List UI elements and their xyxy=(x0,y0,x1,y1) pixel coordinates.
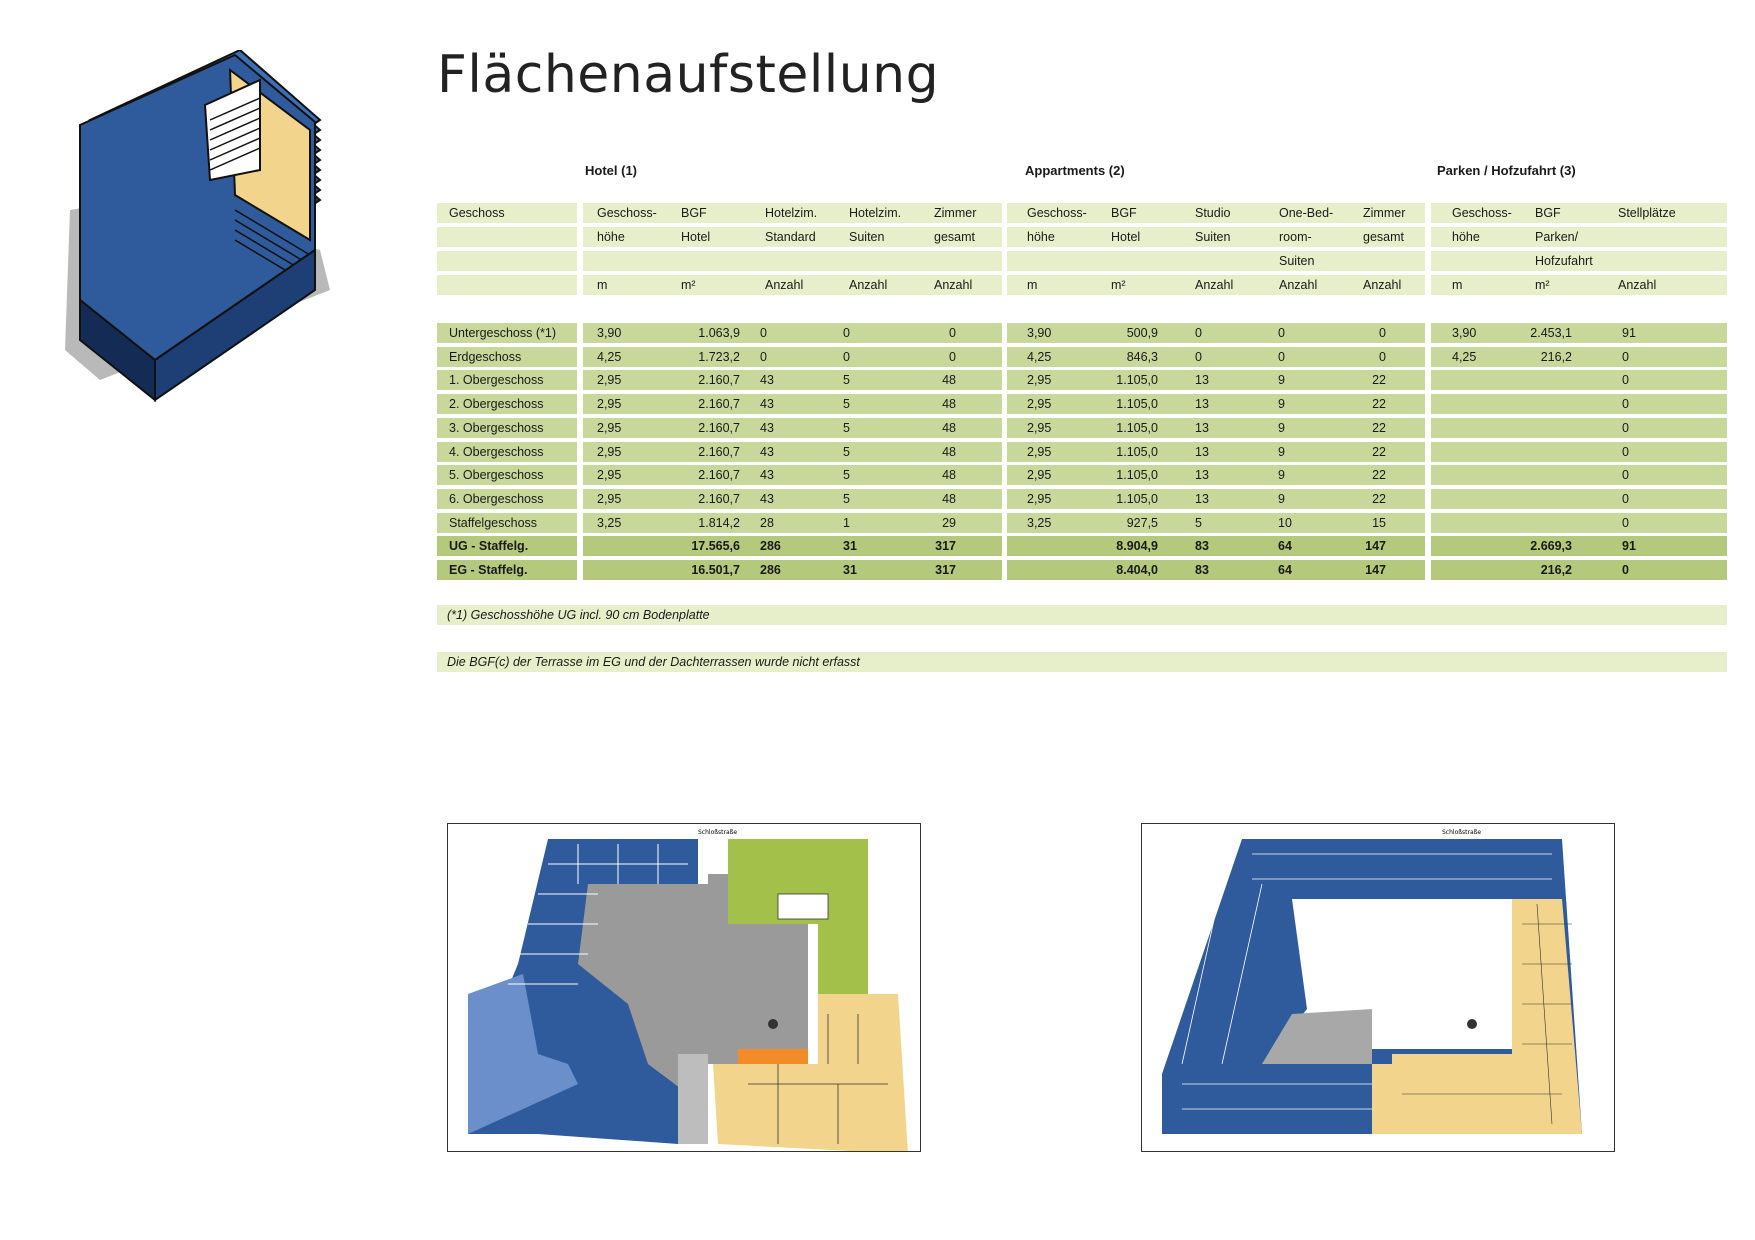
header-cell: Suiten xyxy=(1195,230,1231,244)
cell-hotel-bgf: 16.501,7 xyxy=(691,563,740,577)
header-cell: Anzahl xyxy=(1618,278,1657,292)
cell-hotel-suiten: 5 xyxy=(843,492,850,506)
cell-park-bgf: 216,2 xyxy=(1540,563,1572,577)
row-band xyxy=(1431,465,1727,485)
cell-hotel-standard: 0 xyxy=(760,326,767,340)
cell-app-bgf: 1.105,0 xyxy=(1116,468,1158,482)
footnote-bgf-text: Die BGF(c) der Terrasse im EG und der Dachterrassen wurde nicht erfasst xyxy=(447,655,860,669)
cell-hotel-bgf: 2.160,7 xyxy=(698,445,740,459)
header-cell: Geschoss xyxy=(449,206,505,220)
cell-hotel-gesamt: 29 xyxy=(942,516,956,530)
cell-hotel-bgf: 2.160,7 xyxy=(698,397,740,411)
cell-hotel-suiten: 5 xyxy=(843,468,850,482)
header-cell: Suiten xyxy=(849,230,885,244)
cell-hotel-bgf: 1.814,2 xyxy=(698,516,740,530)
cell-app-bgf: 927,5 xyxy=(1126,516,1158,530)
row-label: 6. Obergeschoss xyxy=(449,492,544,506)
cell-park-bgf: 2.669,3 xyxy=(1530,539,1572,553)
cell-hotel-suiten: 0 xyxy=(843,350,850,364)
row-label: Staffelgeschoss xyxy=(449,516,538,530)
header-cell: BGF xyxy=(1535,206,1561,220)
cell-hotel-gesamt: 0 xyxy=(949,350,956,364)
row-label: 5. Obergeschoss xyxy=(449,468,544,482)
cell-hotel-bgf: 2.160,7 xyxy=(698,492,740,506)
cell-hotel-standard: 43 xyxy=(760,397,774,411)
header-cell: höhe xyxy=(1027,230,1055,244)
cell-app-gesamt: 22 xyxy=(1372,492,1386,506)
cell-app-studio: 0 xyxy=(1195,326,1202,340)
header-cell: Standard xyxy=(765,230,816,244)
building-stack-illustration xyxy=(60,50,380,430)
cell-app-studio: 83 xyxy=(1195,539,1209,553)
cell-hotel-height: 2,95 xyxy=(597,421,622,435)
section-hotel: Hotel (1) xyxy=(585,163,637,178)
cell-park-stellplaetze: 0 xyxy=(1622,468,1629,482)
cell-hotel-suiten: 5 xyxy=(843,373,850,387)
row-label: Untergeschoss (*1) xyxy=(449,326,556,340)
cell-hotel-height: 2,95 xyxy=(597,468,622,482)
section-appartments: Appartments (2) xyxy=(1025,163,1125,178)
cell-app-bgf: 1.105,0 xyxy=(1116,421,1158,435)
cell-park-stellplaetze: 0 xyxy=(1622,421,1629,435)
cell-park-stellplaetze: 0 xyxy=(1622,516,1629,530)
cell-app-height: 4,25 xyxy=(1027,350,1052,364)
cell-hotel-suiten: 1 xyxy=(843,516,850,530)
cell-hotel-height: 4,25 xyxy=(597,350,622,364)
header-cell: Hofzufahrt xyxy=(1535,254,1593,268)
row-label: Erdgeschoss xyxy=(449,350,522,364)
cell-app-gesamt: 0 xyxy=(1379,350,1386,364)
plan-right-street-label: Schloßstraße xyxy=(1442,829,1482,836)
footnote-bgf xyxy=(437,652,1727,672)
cell-hotel-bgf: 1.723,2 xyxy=(698,350,740,364)
cell-app-onebed: 9 xyxy=(1278,373,1285,387)
header-cell: BGF xyxy=(1111,206,1137,220)
row-label: 2. Obergeschoss xyxy=(449,397,544,411)
cell-app-onebed: 64 xyxy=(1278,539,1292,553)
cell-app-bgf: 846,3 xyxy=(1126,350,1158,364)
row-band xyxy=(1431,418,1727,438)
cell-app-studio: 13 xyxy=(1195,445,1209,459)
header-cell: Anzahl xyxy=(1195,278,1234,292)
header-cell: Parken/ xyxy=(1535,230,1579,244)
row-label: 1. Obergeschoss xyxy=(449,373,544,387)
cell-app-bgf: 1.105,0 xyxy=(1116,373,1158,387)
row-label: UG - Staffelg. xyxy=(449,539,529,553)
row-band xyxy=(437,275,577,295)
cell-app-bgf: 1.105,0 xyxy=(1116,445,1158,459)
row-band xyxy=(1431,489,1727,509)
cell-hotel-suiten: 5 xyxy=(843,421,850,435)
cell-app-onebed: 64 xyxy=(1278,563,1292,577)
floor-plan-upper xyxy=(1141,823,1615,1152)
cell-app-onebed: 0 xyxy=(1278,350,1285,364)
cell-app-bgf: 1.105,0 xyxy=(1116,397,1158,411)
cell-hotel-suiten: 0 xyxy=(843,326,850,340)
cell-app-studio: 13 xyxy=(1195,468,1209,482)
row-band xyxy=(1431,560,1727,580)
floor-plan-ground xyxy=(447,823,921,1152)
cell-app-bgf: 1.105,0 xyxy=(1116,492,1158,506)
cell-app-height: 2,95 xyxy=(1027,468,1052,482)
cell-park-stellplaetze: 0 xyxy=(1622,373,1629,387)
header-cell: Stellplätze xyxy=(1618,206,1676,220)
header-cell: m² xyxy=(1535,278,1550,292)
cell-park-bgf: 2.453,1 xyxy=(1530,326,1572,340)
cell-app-studio: 83 xyxy=(1195,563,1209,577)
cell-hotel-standard: 286 xyxy=(760,539,781,553)
cell-park-stellplaetze: 0 xyxy=(1622,350,1629,364)
cell-hotel-standard: 0 xyxy=(760,350,767,364)
cell-app-onebed: 9 xyxy=(1278,397,1285,411)
cell-hotel-gesamt: 48 xyxy=(942,445,956,459)
cell-hotel-bgf: 17.565,6 xyxy=(691,539,740,553)
section-parken: Parken / Hofzufahrt (3) xyxy=(1437,163,1576,178)
cell-app-studio: 13 xyxy=(1195,492,1209,506)
header-cell: Geschoss- xyxy=(1452,206,1512,220)
page-title: Flächenaufstellung xyxy=(437,45,940,105)
cell-app-bgf: 500,9 xyxy=(1126,326,1158,340)
cell-app-bgf: 8.904,9 xyxy=(1116,539,1158,553)
header-cell: gesamt xyxy=(934,230,975,244)
cell-app-height: 2,95 xyxy=(1027,373,1052,387)
cell-app-gesamt: 22 xyxy=(1372,373,1386,387)
cell-hotel-height: 3,25 xyxy=(597,516,622,530)
cell-app-gesamt: 147 xyxy=(1365,563,1386,577)
cell-hotel-height: 3,90 xyxy=(597,326,622,340)
cell-app-gesamt: 22 xyxy=(1372,468,1386,482)
cell-app-onebed: 9 xyxy=(1278,421,1285,435)
cell-app-height: 2,95 xyxy=(1027,445,1052,459)
cell-hotel-suiten: 31 xyxy=(843,539,857,553)
header-cell: gesamt xyxy=(1363,230,1404,244)
row-band xyxy=(583,251,1002,271)
row-label: 4. Obergeschoss xyxy=(449,445,544,459)
footnote-ug xyxy=(437,605,1727,625)
header-cell: m xyxy=(597,278,608,292)
header-cell: m² xyxy=(681,278,696,292)
cell-app-onebed: 9 xyxy=(1278,468,1285,482)
cell-hotel-standard: 28 xyxy=(760,516,774,530)
cell-hotel-gesamt: 0 xyxy=(949,326,956,340)
cell-app-gesamt: 0 xyxy=(1379,326,1386,340)
plan-left-street-label: Schloßstraße xyxy=(698,829,738,836)
cell-app-bgf: 8.404,0 xyxy=(1116,563,1158,577)
cell-app-studio: 13 xyxy=(1195,373,1209,387)
row-band xyxy=(1007,251,1425,271)
cell-app-height: 3,25 xyxy=(1027,516,1052,530)
cell-park-stellplaetze: 0 xyxy=(1622,445,1629,459)
cell-app-gesamt: 22 xyxy=(1372,421,1386,435)
footnote-ug-text: (*1) Geschosshöhe UG incl. 90 cm Bodenplatte xyxy=(447,608,710,622)
cell-hotel-height: 2,95 xyxy=(597,373,622,387)
cell-hotel-height: 2,95 xyxy=(597,445,622,459)
cell-app-studio: 5 xyxy=(1195,516,1202,530)
cell-hotel-gesamt: 317 xyxy=(935,563,956,577)
header-cell: Hotel xyxy=(681,230,711,244)
cell-park-height: 3,90 xyxy=(1452,326,1477,340)
header-cell: Studio xyxy=(1195,206,1231,220)
cell-hotel-standard: 286 xyxy=(760,563,781,577)
cell-app-gesamt: 15 xyxy=(1372,516,1386,530)
cell-app-height: 3,90 xyxy=(1027,326,1052,340)
row-band xyxy=(1431,442,1727,462)
cell-hotel-bgf: 2.160,7 xyxy=(698,373,740,387)
header-cell: One-Bed- xyxy=(1279,206,1334,220)
cell-app-studio: 0 xyxy=(1195,350,1202,364)
header-cell: Anzahl xyxy=(849,278,888,292)
row-band xyxy=(1431,275,1727,295)
cell-app-onebed: 9 xyxy=(1278,492,1285,506)
header-cell: Anzahl xyxy=(1279,278,1318,292)
cell-hotel-bgf: 1.063,9 xyxy=(698,326,740,340)
cell-app-onebed: 0 xyxy=(1278,326,1285,340)
header-cell: höhe xyxy=(1452,230,1480,244)
cell-hotel-gesamt: 48 xyxy=(942,397,956,411)
header-cell: Zimmer xyxy=(934,206,977,220)
cell-hotel-bgf: 2.160,7 xyxy=(698,468,740,482)
header-cell: m xyxy=(1027,278,1038,292)
row-label: 3. Obergeschoss xyxy=(449,421,544,435)
header-cell: Zimmer xyxy=(1363,206,1406,220)
row-label: EG - Staffelg. xyxy=(449,563,528,577)
header-cell: Anzahl xyxy=(765,278,804,292)
cell-park-bgf: 216,2 xyxy=(1540,350,1572,364)
cell-hotel-standard: 43 xyxy=(760,373,774,387)
cell-app-gesamt: 22 xyxy=(1372,397,1386,411)
cell-app-onebed: 10 xyxy=(1278,516,1292,530)
cell-hotel-height: 2,95 xyxy=(597,397,622,411)
cell-app-height: 2,95 xyxy=(1027,397,1052,411)
header-cell: m² xyxy=(1111,278,1126,292)
cell-park-height: 4,25 xyxy=(1452,350,1477,364)
cell-hotel-gesamt: 48 xyxy=(942,492,956,506)
cell-hotel-standard: 43 xyxy=(760,445,774,459)
cell-park-stellplaetze: 0 xyxy=(1622,492,1629,506)
cell-app-height: 2,95 xyxy=(1027,492,1052,506)
cell-hotel-bgf: 2.160,7 xyxy=(698,421,740,435)
cell-hotel-gesamt: 48 xyxy=(942,421,956,435)
row-band xyxy=(1431,536,1727,556)
row-band xyxy=(1431,370,1727,390)
cell-park-stellplaetze: 0 xyxy=(1622,563,1629,577)
header-cell: room- xyxy=(1279,230,1312,244)
cell-hotel-standard: 43 xyxy=(760,468,774,482)
cell-park-stellplaetze: 91 xyxy=(1622,539,1636,553)
header-cell: Suiten xyxy=(1279,254,1315,268)
cell-app-studio: 13 xyxy=(1195,421,1209,435)
cell-hotel-gesamt: 317 xyxy=(935,539,956,553)
header-cell: BGF xyxy=(681,206,707,220)
row-band xyxy=(437,251,577,271)
cell-hotel-gesamt: 48 xyxy=(942,373,956,387)
cell-app-gesamt: 147 xyxy=(1365,539,1386,553)
header-cell: Anzahl xyxy=(934,278,973,292)
header-cell: Hotel xyxy=(1111,230,1141,244)
row-band xyxy=(437,227,577,247)
cell-hotel-gesamt: 48 xyxy=(942,468,956,482)
cell-hotel-suiten: 31 xyxy=(843,563,857,577)
cell-hotel-standard: 43 xyxy=(760,492,774,506)
header-cell: m xyxy=(1452,278,1463,292)
cell-hotel-suiten: 5 xyxy=(843,445,850,459)
row-band xyxy=(1431,513,1727,533)
cell-app-gesamt: 22 xyxy=(1372,445,1386,459)
cell-app-studio: 13 xyxy=(1195,397,1209,411)
cell-app-onebed: 9 xyxy=(1278,445,1285,459)
row-band xyxy=(1431,394,1727,414)
header-cell: Hotelzim. xyxy=(765,206,818,220)
header-cell: Anzahl xyxy=(1363,278,1402,292)
header-cell: Geschoss- xyxy=(1027,206,1087,220)
cell-app-height: 2,95 xyxy=(1027,421,1052,435)
cell-hotel-height: 2,95 xyxy=(597,492,622,506)
header-cell: Geschoss- xyxy=(597,206,657,220)
cell-park-stellplaetze: 91 xyxy=(1622,326,1636,340)
cell-hotel-suiten: 5 xyxy=(843,397,850,411)
header-cell: höhe xyxy=(597,230,625,244)
cell-park-stellplaetze: 0 xyxy=(1622,397,1629,411)
cell-hotel-standard: 43 xyxy=(760,421,774,435)
header-cell: Hotelzim. xyxy=(849,206,902,220)
